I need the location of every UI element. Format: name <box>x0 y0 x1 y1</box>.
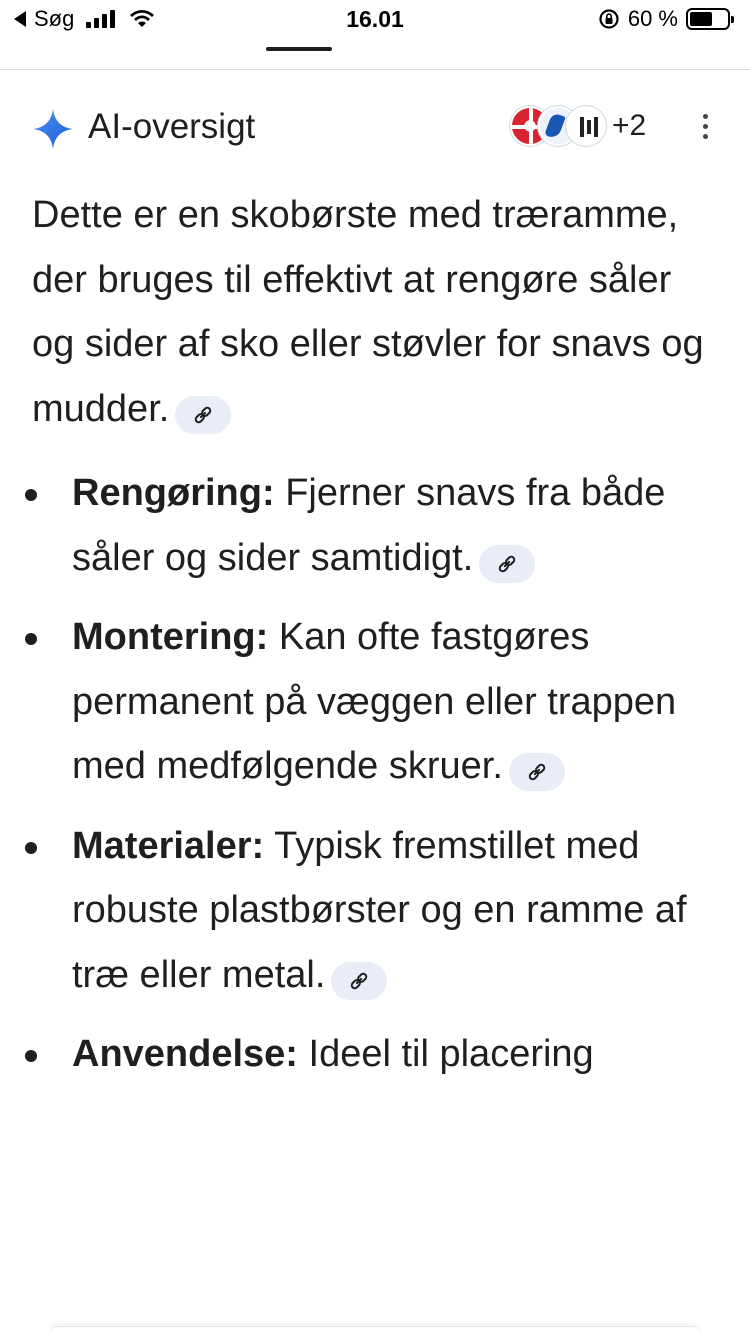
link-icon[interactable] <box>331 962 387 1000</box>
divider <box>0 69 750 70</box>
bullet-text: Fjerner snavs fra både såler og sider samtidigt. <box>72 472 666 579</box>
ai-sparkle-icon <box>32 108 74 150</box>
content-cutoff <box>0 1262 750 1334</box>
status-right <box>598 6 730 32</box>
source-favicon-3[interactable] <box>566 106 606 146</box>
bullet-term: Rengøring: <box>72 472 275 514</box>
ai-overview-title: AI-oversigt <box>88 107 256 146</box>
bullet-term: Anvendelse: <box>72 1033 298 1075</box>
battery-icon <box>686 8 730 30</box>
ai-overview-header <box>32 104 722 154</box>
more-vert-icon[interactable] <box>703 114 708 139</box>
bullet-list <box>32 461 722 1087</box>
intro-paragraph <box>32 183 722 441</box>
link-icon[interactable] <box>175 396 231 434</box>
bullet-text: Kan ofte fastgøres permanent på væggen eller trappen med medfølgende skruer. <box>72 616 677 787</box>
list-item <box>32 461 722 590</box>
tab-indicator <box>266 47 332 51</box>
back-app-label[interactable]: Søg <box>34 6 75 31</box>
source-favicons[interactable] <box>510 106 646 146</box>
bottom-sheet-edge <box>50 1326 700 1334</box>
bullet-term: Montering: <box>72 616 269 658</box>
link-icon[interactable] <box>479 545 535 583</box>
bullet-text: Ideel til placering <box>297 1033 594 1075</box>
rotation-lock-icon <box>598 8 620 30</box>
list-item <box>32 605 722 799</box>
status-bar <box>0 0 750 44</box>
bullet-term: Materialer: <box>72 824 265 867</box>
intro-text: Dette er en skobørste med træramme, der bruges til effektivt at rengøre såler og sider af sko eller støvler for snavs og mudder. <box>32 194 704 430</box>
bullet-text: Typisk fremstillet med robuste plastbørster og en ramme af træ eller metal. <box>72 824 687 996</box>
more-sources-count[interactable]: +2 <box>612 109 647 142</box>
list-item <box>32 1022 722 1087</box>
ai-overview-content <box>32 183 722 1102</box>
battery-percent: 60 % <box>627 6 678 31</box>
clock: 16.01 <box>346 6 404 32</box>
link-icon[interactable] <box>509 753 565 791</box>
list-item <box>32 814 722 1008</box>
